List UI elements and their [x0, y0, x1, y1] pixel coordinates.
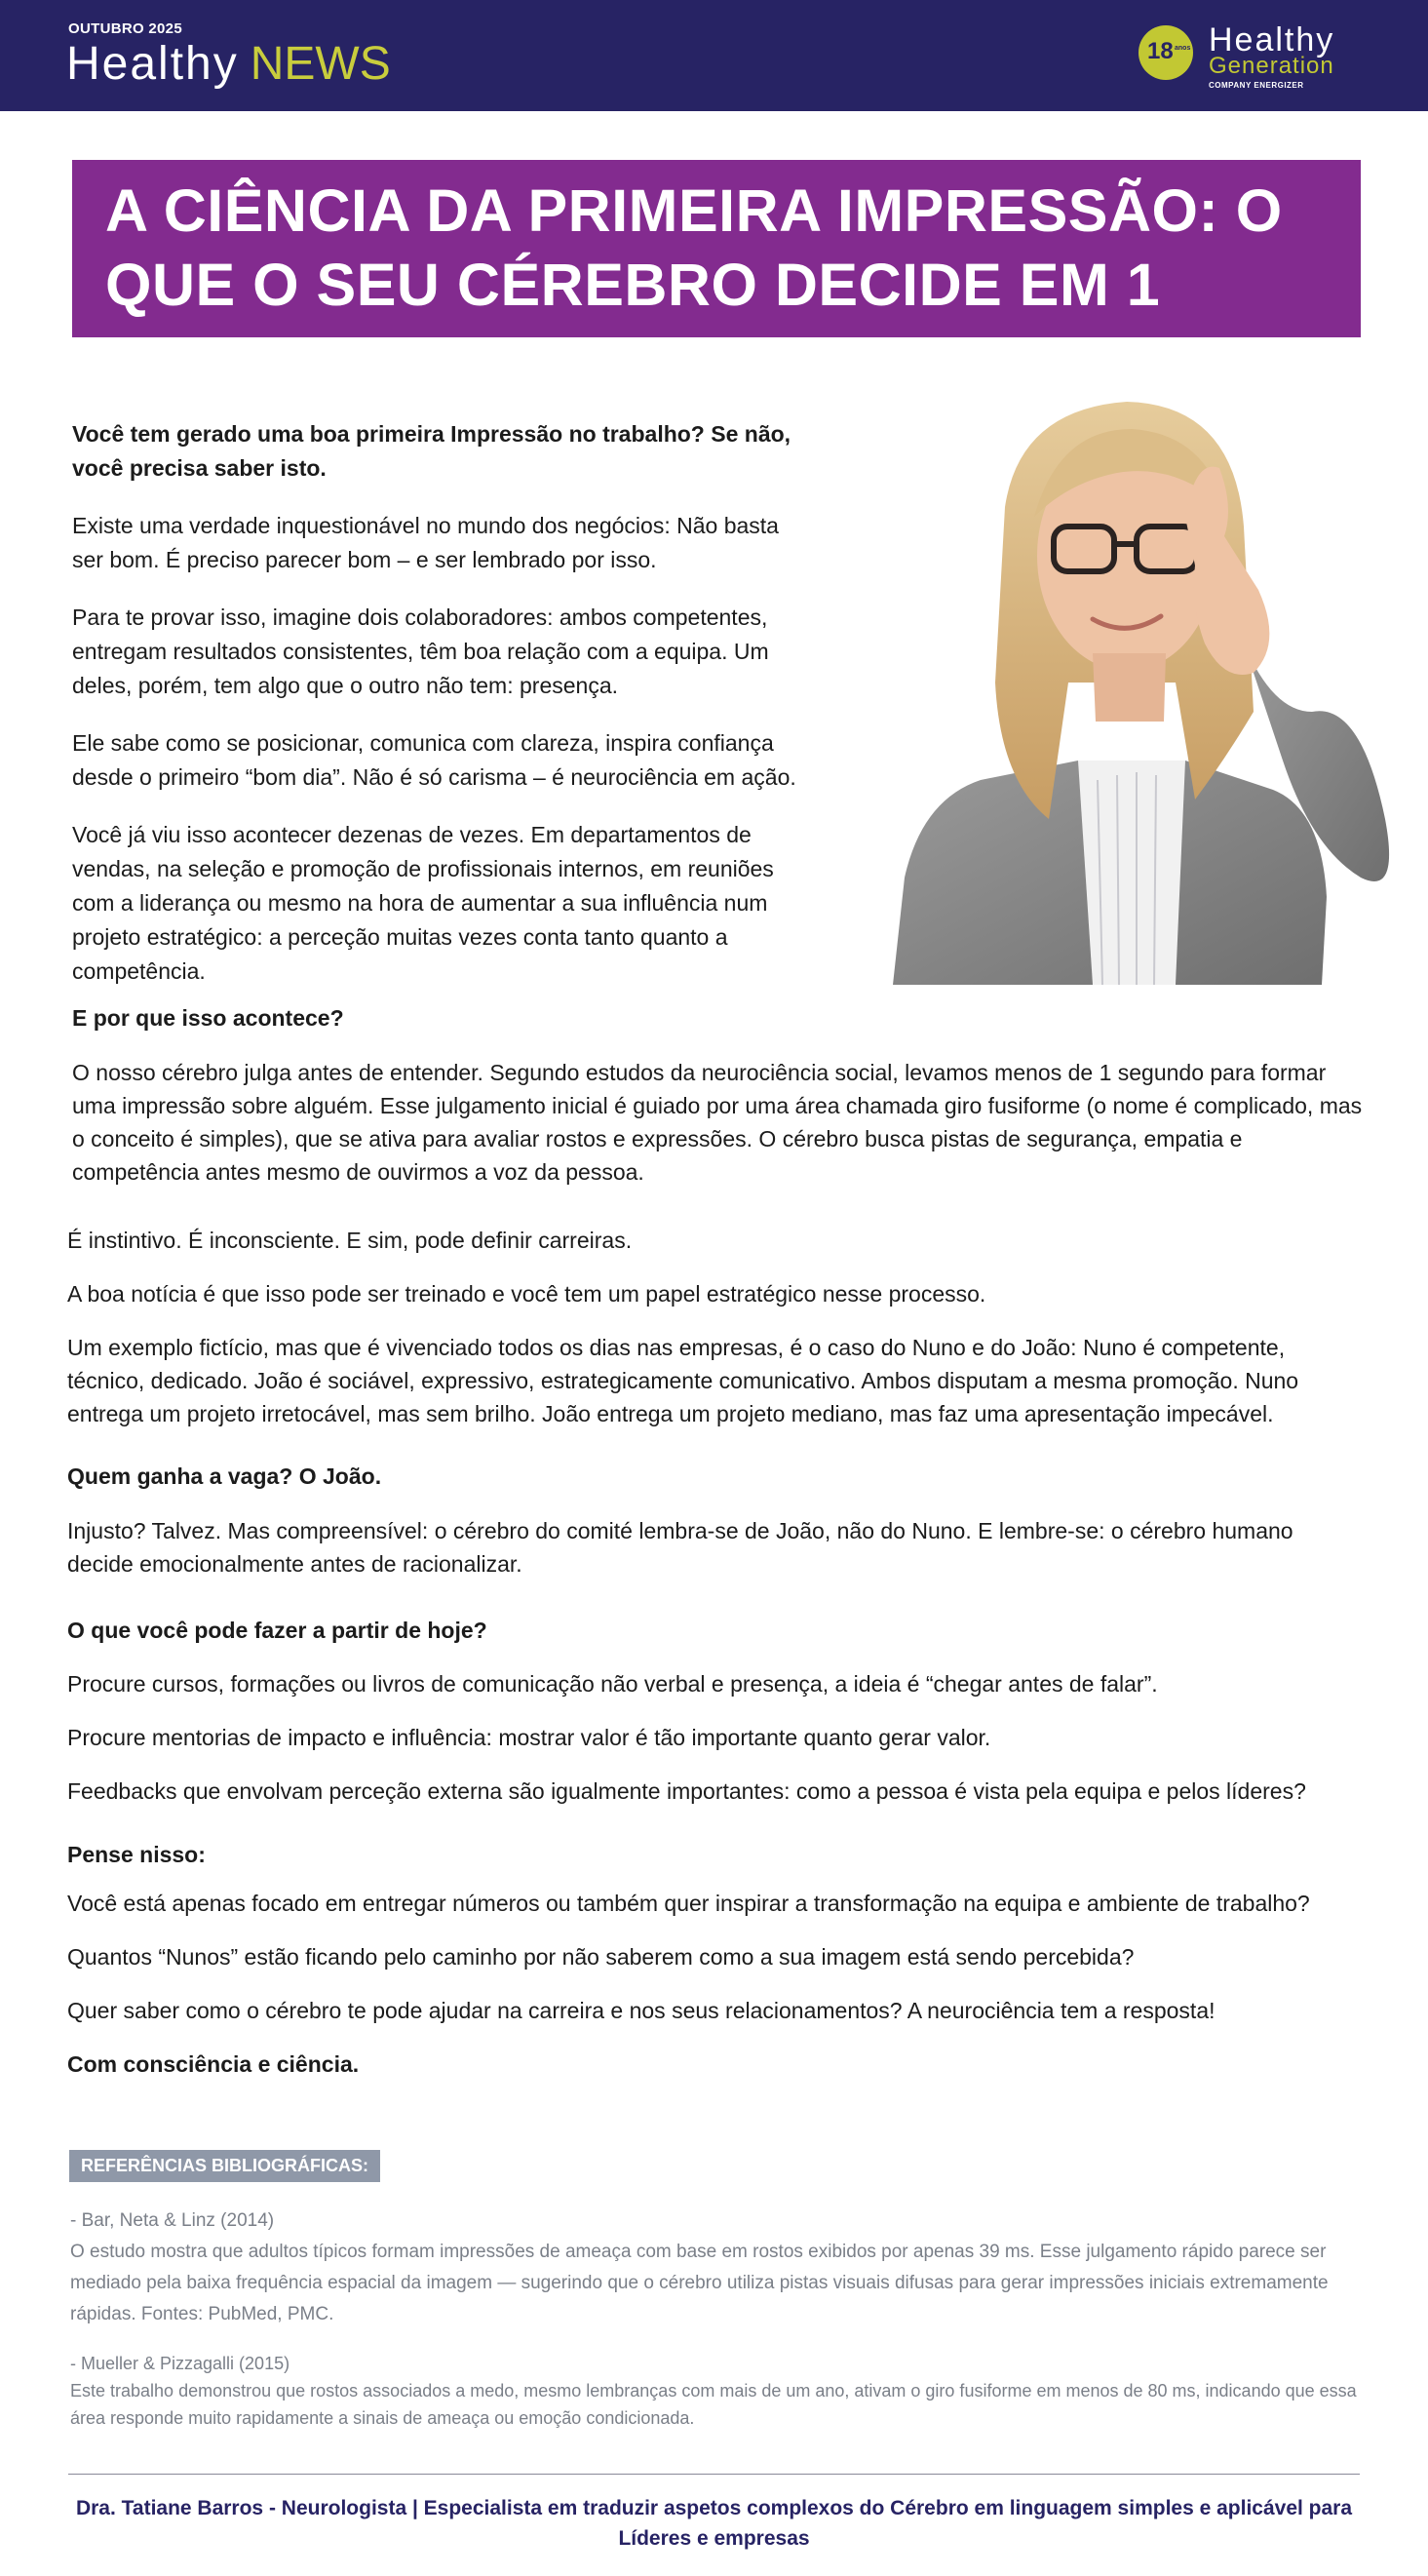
- healthy-news-logo: [66, 39, 391, 90]
- reference-author: - Mueller & Pizzagalli (2015): [70, 2354, 290, 2373]
- intro-paragraph: Você já viu isso acontecer dezenas de vezes. Em departamentos de vendas, na seleção e promoção de profissionais internos, em reuniões com a liderança ou mesmo na hora de aumentar a sua influência num projeto estratégico: a perceção muitas vezes conta tanto quanto a competência.: [72, 822, 774, 984]
- intro-paragraph: Ele sabe como se posicionar, comunica com clareza, inspira confiança desde o primeiro “bom dia”. Não é só carisma – é neurociência em ação.: [72, 730, 796, 790]
- paragraph-unfair: Injusto? Talvez. Mas compreensível: o cérebro do comité lembra-se de João, não do Nuno. E lembre-se: o cérebro humano decide emocionalmente antes de racionalizar.: [67, 1518, 1293, 1577]
- tip-item: Procure mentorias de impacto e influência: mostrar valor é tão importante quanto gerar valor.: [67, 1725, 991, 1750]
- section-heading-what: O que você pode fazer a partir de hoje?: [67, 1618, 487, 1643]
- footer-divider: [68, 2474, 1360, 2475]
- paragraph-instinct: É instintivo. É inconsciente. E sim, pode definir carreiras.: [67, 1228, 633, 1253]
- reference-item: [70, 2205, 1359, 2330]
- tip-item: Feedbacks que envolvam perceção externa são igualmente importantes: como a pessoa é vista pela equipa e pelos líderes?: [67, 1778, 1306, 1804]
- question-item: Quer saber como o cérebro te pode ajudar na carreira e nos seus relacionamentos? A neurociência tem a resposta!: [67, 1998, 1216, 2023]
- anniversary-badge-icon: [1139, 25, 1193, 80]
- logo-word-healthy: Healthy: [66, 38, 239, 90]
- question-item: Quantos “Nunos” estão ficando pelo caminho por não saberem como a sua imagem está sendo percebida?: [67, 1944, 1135, 1970]
- logo-word-news: NEWS: [250, 38, 391, 90]
- healthy-generation-logo: [1209, 23, 1334, 90]
- paragraph-example: Um exemplo fictício, mas que é vivenciado todos os dias nas empresas, é o caso do Nuno e do João: Nuno é competente, técnico, dedicado. João é sociável, expressivo, estrategicamente comunicativo. Ambos disputam a mesma promoção. Nuno entrega um projeto irretocável, mas sem brilho. João entrega um projeto mediano, mas faz uma apresentação impecável.: [67, 1335, 1299, 1426]
- partner-line-1: Healthy: [1209, 21, 1335, 59]
- intro-lead: Você tem gerado uma boa primeira Impressão no trabalho? Se não, você precisa saber isto.: [72, 421, 791, 481]
- paragraph-good-news: A boa notícia é que isso pode ser treinado e você tem um papel estratégico nesse processo.: [67, 1281, 986, 1307]
- intro-paragraph: Existe uma verdade inquestionável no mundo dos negócios: Não basta ser bom. É preciso parecer bom – e ser lembrado por isso.: [72, 513, 779, 572]
- closing-line: Com consciência e ciência.: [67, 2051, 360, 2077]
- reference-text: Este trabalho demonstrou que rostos associados a medo, mesmo lembranças com mais de um ano, ativam o giro fusiforme em menos de 80 ms, indicando que essa área responde muito rapidamente a sinais de ameaça ou emoção condicionada.: [70, 2381, 1357, 2428]
- question-item: Você está apenas focado em entregar números ou também quer inspirar a transformação na equipa e ambiente de trabalho?: [67, 1891, 1310, 1916]
- title-banner: [72, 160, 1361, 392]
- references-tag: REFERÊNCIAS BIBLIOGRÁFICAS:: [69, 2150, 380, 2182]
- partner-line-2: Generation: [1209, 53, 1334, 79]
- paragraph-why: O nosso cérebro julga antes de entender. Segundo estudos da neurociência social, levamos menos de 1 segundo para formar uma impressão sobre alguém. Esse julgamento inicial é guiado por uma área chamada giro fusiforme (o nome é complicado, mas o conceito é simples), que se ativa para avaliar rostos e expressões. O cérebro busca pistas de segurança, empatia e competência antes mesmo de ouvirmos a voz da pessoa.: [72, 1060, 1363, 1185]
- intro-paragraph: Para te provar isso, imagine dois colaboradores: ambos competentes, entregam resultados consistentes, têm boa relação com a equipa. Um deles, porém, tem algo que o outro não tem: presença.: [72, 605, 769, 698]
- reference-author: - Bar, Neta & Linz (2014): [70, 2210, 275, 2231]
- badge-sup: anos: [1175, 45, 1191, 52]
- author-credit: Dra. Tatiane Barros - Neurologista | Especialista em traduzir aspetos complexos do Cérebro em linguagem simples e aplicável para Líderes e empresas: [75, 2497, 1353, 2550]
- article-title: A CIÊNCIA DA PRIMEIRA IMPRESSÃO: O QUE O SEU CÉREBRO DECIDE EM 1 SEGUNDO: [105, 177, 1283, 392]
- woman-thinking-photo: [854, 390, 1419, 985]
- badge-number: 18: [1147, 38, 1174, 64]
- reference-item: [70, 2350, 1359, 2432]
- section-heading-think: Pense nisso:: [67, 1842, 206, 1867]
- reference-text: O estudo mostra que adultos típicos formam impressões de ameaça com base em rostos exibidos por apenas 39 ms. Esse julgamento rápido parece ser mediado pela baixa frequência espacial da imagem — sugerindo que o cérebro utiliza pistas visuais difusas para gerar impressões iniciais extremamente rápidas. Fontes: PubMed, PMC.: [70, 2242, 1329, 2324]
- section-heading-why: E por que isso acontece?: [72, 1005, 344, 1031]
- tip-item: Procure cursos, formações ou livros de comunicação não verbal e presença, a ideia é “chegar antes de falar”.: [67, 1671, 1158, 1697]
- header-bar: [0, 0, 1428, 111]
- intro-section: [72, 417, 809, 1012]
- partner-line-3: COMPANY ENERGIZER: [1209, 81, 1304, 90]
- issue-date: OUTUBRO 2025: [68, 20, 182, 37]
- paragraph-who-wins: Quem ganha a vaga? O João.: [67, 1464, 382, 1489]
